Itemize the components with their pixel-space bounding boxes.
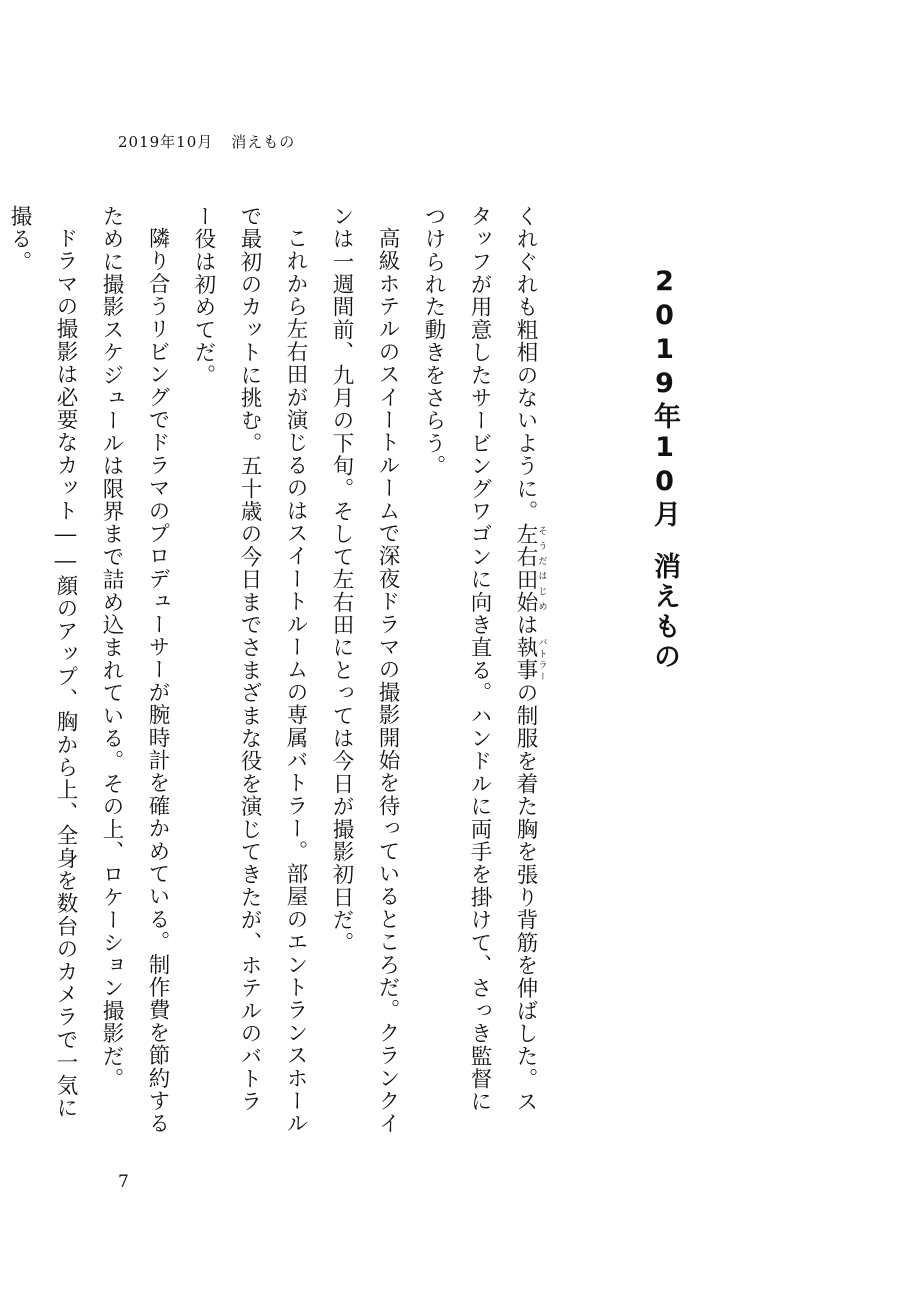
running-header [118, 131, 295, 152]
butler-ruby [513, 636, 547, 682]
butler-reading: バトラー [536, 636, 547, 682]
paragraph-2: 高級ホテルのスイートルームで深夜ドラマの撮影開始を待っているところだ。クランクインは一週間前、九月の下旬。そして左右田にとっては今日が撮影初日だ。 [329, 205, 400, 1135]
paragraph-1 [410, 205, 548, 1135]
character-name: 左右田始 [513, 522, 538, 614]
paragraph-3: これから左右田が演じるのはスイートルームの専属バトラー。部屋のエントランスホールで最初のカットに挑む。五十歳の今日までさまざまな役を演じてきたが、ホテルのバトラー役は初めてだ。 [191, 205, 308, 1135]
paragraph-1-rest: の制服を着た胸を張り背筋を伸ばした。スタッフが用意したサービングワゴンに向き直る。ハンドルに両手を掛けて、さっき監督につけられた動きをさらう。 [421, 205, 538, 1114]
chapter-title [644, 266, 684, 672]
body-text [7, 205, 548, 1135]
chapter-title-date: 2019年10月 [649, 266, 680, 530]
running-header-date: 2019年10月 [118, 133, 214, 151]
character-name-reading: そうだはじめ [536, 522, 547, 614]
paragraph-1-particle: は [513, 613, 538, 637]
running-header-title: 消えもの [231, 133, 296, 151]
name-ruby [513, 522, 547, 614]
paragraph-4: 隣り合うリビングでドラマのプロデューサーが腕時計を確かめている。制作費を節約するために撮影スケジュールは限界まで詰め込まれている。その上、ロケーション撮影だ。 [99, 205, 170, 1135]
butler-word: 執事 [513, 636, 538, 682]
page-number: 7 [118, 1172, 129, 1192]
chapter-title-text: 消えもの [649, 552, 680, 672]
paragraph-1-opening: くれぐれも粗相のないように。 [513, 205, 538, 523]
paragraph-5: ドラマの撮影は必要なカット――顔のアップ、胸から上、全身を数台のカメラで一気に撮る。 [7, 205, 78, 1119]
